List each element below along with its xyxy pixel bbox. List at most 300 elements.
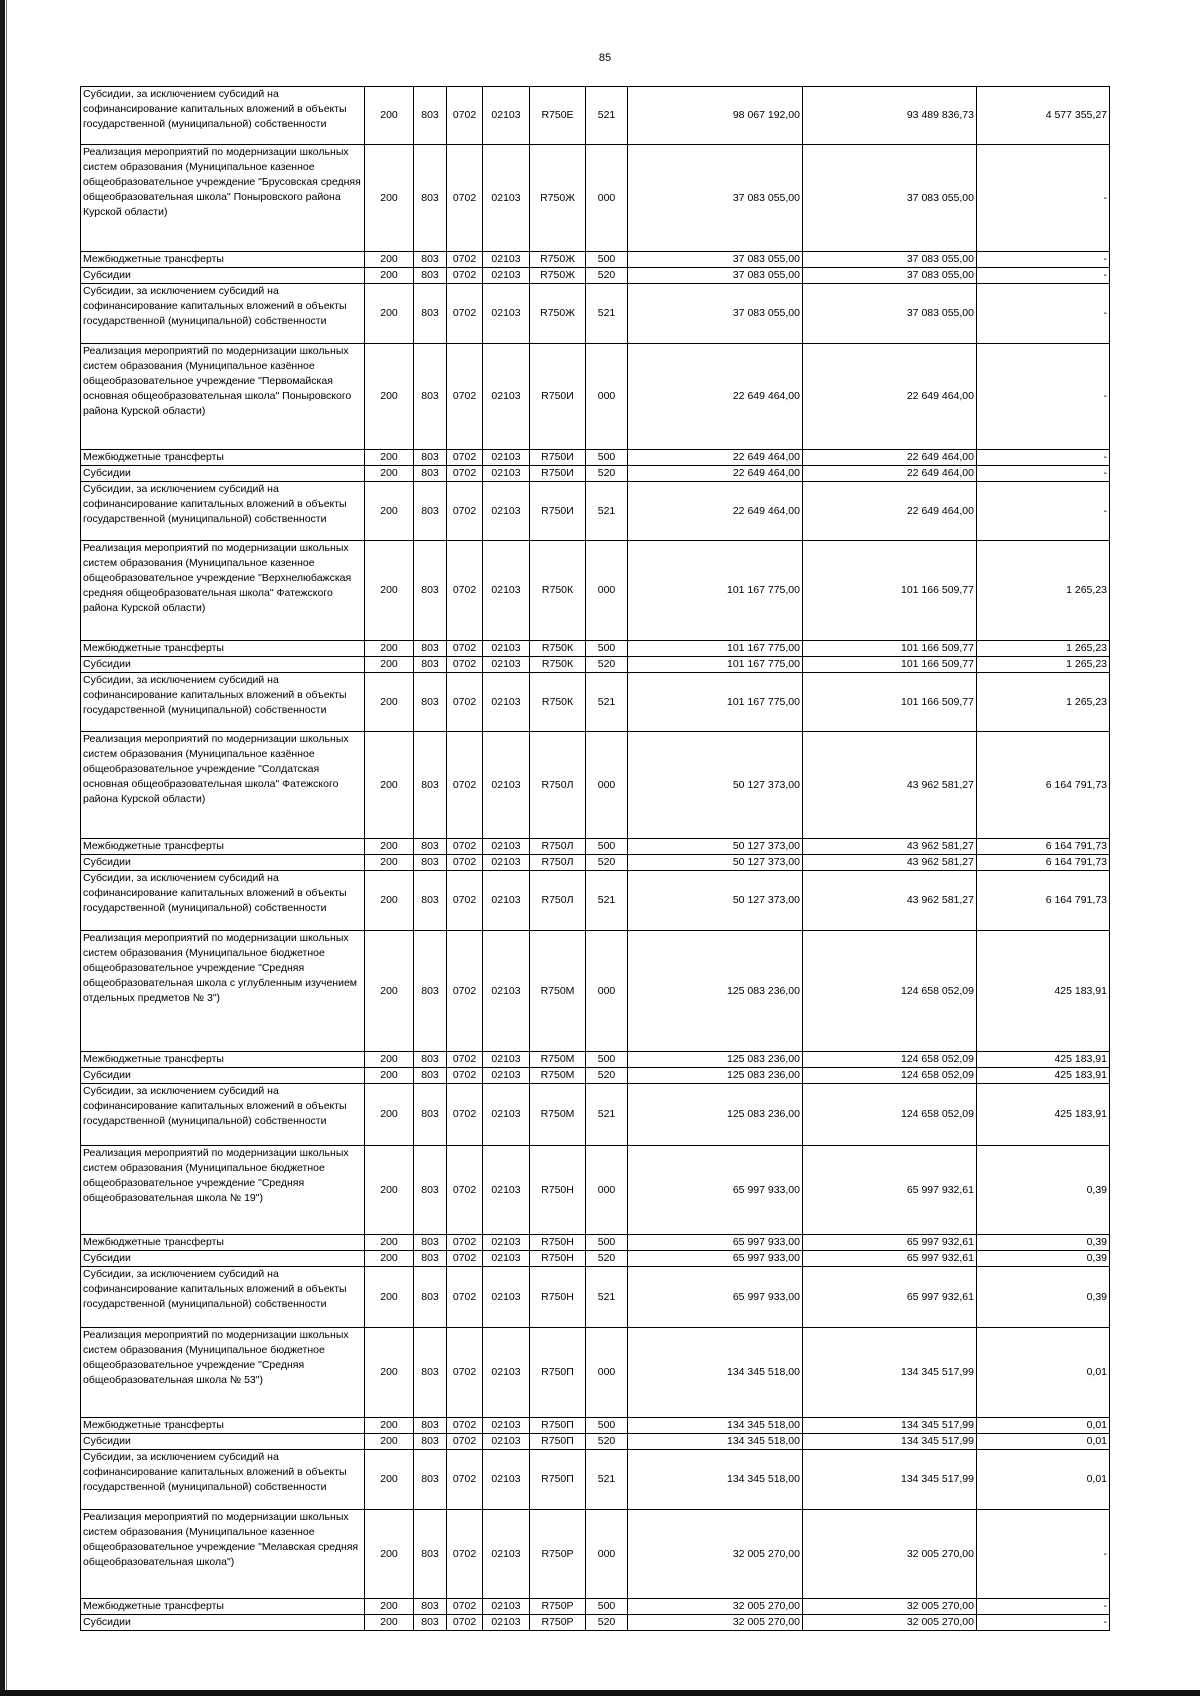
- admin-code-cell: 200: [365, 466, 414, 482]
- expense-type-code-cell: 500: [586, 839, 628, 855]
- executed-amount-cell: 37 083 055,00: [803, 252, 977, 268]
- row-name-cell: Межбюджетные трансферты: [81, 641, 365, 657]
- table-row: [81, 145, 1110, 252]
- expense-type-code-cell: 000: [586, 931, 628, 1052]
- executed-amount-cell: 65 997 932,61: [803, 1235, 977, 1251]
- admin-code-cell: 200: [365, 839, 414, 855]
- program-code-cell: 02103: [483, 1599, 530, 1615]
- program-code-cell: 02103: [483, 1615, 530, 1631]
- unexecuted-amount-cell: -: [977, 1510, 1110, 1599]
- section-code-cell: 803: [414, 1328, 447, 1418]
- approved-amount-cell: 50 127 373,00: [628, 855, 803, 871]
- subsection-code-cell: 0702: [447, 931, 483, 1052]
- section-code-cell: 803: [414, 482, 447, 541]
- row-name-cell: Межбюджетные трансферты: [81, 1599, 365, 1615]
- target-code-cell: R750Ж: [530, 145, 586, 252]
- admin-code-cell: 200: [365, 1615, 414, 1631]
- program-code-cell: 02103: [483, 1068, 530, 1084]
- section-code-cell: 803: [414, 1251, 447, 1267]
- approved-amount-cell: 134 345 518,00: [628, 1450, 803, 1510]
- admin-code-cell: 200: [365, 1450, 414, 1510]
- subsection-code-cell: 0702: [447, 1267, 483, 1328]
- approved-amount-cell: 37 083 055,00: [628, 252, 803, 268]
- unexecuted-amount-cell: 0,39: [977, 1235, 1110, 1251]
- budget-table-body: [81, 87, 1110, 1631]
- executed-amount-cell: 22 649 464,00: [803, 450, 977, 466]
- admin-code-cell: 200: [365, 344, 414, 450]
- row-name-cell: Реализация мероприятий по модернизации школьных систем образования (Муниципальное бюджетное общеобразовательное учреждение "Средняя общеобразовательная школа с углубленным изучением отдельных предметов № 3"): [81, 931, 365, 1052]
- executed-amount-cell: 101 166 509,77: [803, 673, 977, 732]
- unexecuted-amount-cell: -: [977, 466, 1110, 482]
- program-code-cell: 02103: [483, 450, 530, 466]
- table-row: [81, 1450, 1110, 1510]
- subsection-code-cell: 0702: [447, 1146, 483, 1235]
- target-code-cell: R750М: [530, 931, 586, 1052]
- row-name-cell: Субсидии: [81, 855, 365, 871]
- program-code-cell: 02103: [483, 482, 530, 541]
- row-name-cell: Реализация мероприятий по модернизации школьных систем образования (Муниципальное казенное общеобразовательное учреждение "Брусовская средняя общеобразовательная школа" Поныровского района Курской области): [81, 145, 365, 252]
- program-code-cell: 02103: [483, 1267, 530, 1328]
- unexecuted-amount-cell: -: [977, 145, 1110, 252]
- target-code-cell: R750П: [530, 1418, 586, 1434]
- subsection-code-cell: 0702: [447, 1434, 483, 1450]
- executed-amount-cell: 93 489 836,73: [803, 87, 977, 145]
- row-name-cell: Субсидии, за исключением субсидий на софинансирование капитальных вложений в объекты государственной (муниципальной) собственности: [81, 87, 365, 145]
- executed-amount-cell: 37 083 055,00: [803, 268, 977, 284]
- approved-amount-cell: 37 083 055,00: [628, 284, 803, 344]
- table-row: [81, 450, 1110, 466]
- unexecuted-amount-cell: -: [977, 450, 1110, 466]
- unexecuted-amount-cell: 425 183,91: [977, 1068, 1110, 1084]
- expense-type-code-cell: 000: [586, 1146, 628, 1235]
- approved-amount-cell: 125 083 236,00: [628, 1068, 803, 1084]
- program-code-cell: 02103: [483, 1510, 530, 1599]
- table-row: [81, 1510, 1110, 1599]
- table-row: [81, 1052, 1110, 1068]
- table-row: [81, 1068, 1110, 1084]
- approved-amount-cell: 101 167 775,00: [628, 641, 803, 657]
- target-code-cell: R750И: [530, 344, 586, 450]
- expense-type-code-cell: 520: [586, 855, 628, 871]
- target-code-cell: R750П: [530, 1450, 586, 1510]
- executed-amount-cell: 134 345 517,99: [803, 1450, 977, 1510]
- subsection-code-cell: 0702: [447, 732, 483, 839]
- program-code-cell: 02103: [483, 145, 530, 252]
- admin-code-cell: 200: [365, 1251, 414, 1267]
- program-code-cell: 02103: [483, 344, 530, 450]
- program-code-cell: 02103: [483, 466, 530, 482]
- section-code-cell: 803: [414, 1084, 447, 1146]
- executed-amount-cell: 124 658 052,09: [803, 931, 977, 1052]
- table-row: [81, 839, 1110, 855]
- subsection-code-cell: 0702: [447, 1510, 483, 1599]
- admin-code-cell: 200: [365, 1084, 414, 1146]
- section-code-cell: 803: [414, 541, 447, 641]
- approved-amount-cell: 101 167 775,00: [628, 657, 803, 673]
- subsection-code-cell: 0702: [447, 344, 483, 450]
- row-name-cell: Субсидии: [81, 657, 365, 673]
- table-row: [81, 1251, 1110, 1267]
- section-code-cell: 803: [414, 931, 447, 1052]
- unexecuted-amount-cell: 0,39: [977, 1146, 1110, 1235]
- admin-code-cell: 200: [365, 145, 414, 252]
- executed-amount-cell: 124 658 052,09: [803, 1068, 977, 1084]
- section-code-cell: 803: [414, 1599, 447, 1615]
- executed-amount-cell: 37 083 055,00: [803, 284, 977, 344]
- section-code-cell: 803: [414, 1235, 447, 1251]
- executed-amount-cell: 134 345 517,99: [803, 1328, 977, 1418]
- executed-amount-cell: 134 345 517,99: [803, 1418, 977, 1434]
- subsection-code-cell: 0702: [447, 268, 483, 284]
- admin-code-cell: 200: [365, 1599, 414, 1615]
- unexecuted-amount-cell: 0,01: [977, 1328, 1110, 1418]
- subsection-code-cell: 0702: [447, 1084, 483, 1146]
- target-code-cell: R750Л: [530, 732, 586, 839]
- unexecuted-amount-cell: 0,01: [977, 1450, 1110, 1510]
- admin-code-cell: 200: [365, 673, 414, 732]
- subsection-code-cell: 0702: [447, 1328, 483, 1418]
- section-code-cell: 803: [414, 1615, 447, 1631]
- expense-type-code-cell: 521: [586, 1450, 628, 1510]
- row-name-cell: Межбюджетные трансферты: [81, 450, 365, 466]
- admin-code-cell: 200: [365, 450, 414, 466]
- executed-amount-cell: 65 997 932,61: [803, 1251, 977, 1267]
- unexecuted-amount-cell: 0,39: [977, 1267, 1110, 1328]
- unexecuted-amount-cell: 0,01: [977, 1434, 1110, 1450]
- executed-amount-cell: 32 005 270,00: [803, 1510, 977, 1599]
- subsection-code-cell: 0702: [447, 1052, 483, 1068]
- section-code-cell: 803: [414, 1510, 447, 1599]
- expense-type-code-cell: 000: [586, 732, 628, 839]
- row-name-cell: Субсидии: [81, 466, 365, 482]
- row-name-cell: Субсидии: [81, 268, 365, 284]
- row-name-cell: Субсидии: [81, 1434, 365, 1450]
- unexecuted-amount-cell: 425 183,91: [977, 1052, 1110, 1068]
- unexecuted-amount-cell: -: [977, 268, 1110, 284]
- scan-left-edge: [0, 0, 5, 1696]
- executed-amount-cell: 65 997 932,61: [803, 1267, 977, 1328]
- executed-amount-cell: 43 962 581,27: [803, 839, 977, 855]
- executed-amount-cell: 43 962 581,27: [803, 732, 977, 839]
- section-code-cell: 803: [414, 252, 447, 268]
- section-code-cell: 803: [414, 344, 447, 450]
- approved-amount-cell: 32 005 270,00: [628, 1615, 803, 1631]
- expense-type-code-cell: 521: [586, 1084, 628, 1146]
- section-code-cell: 803: [414, 657, 447, 673]
- executed-amount-cell: 43 962 581,27: [803, 871, 977, 931]
- approved-amount-cell: 22 649 464,00: [628, 482, 803, 541]
- target-code-cell: R750Н: [530, 1235, 586, 1251]
- section-code-cell: 803: [414, 732, 447, 839]
- table-row: [81, 344, 1110, 450]
- section-code-cell: 803: [414, 1434, 447, 1450]
- table-row: [81, 268, 1110, 284]
- admin-code-cell: 200: [365, 931, 414, 1052]
- table-row: [81, 482, 1110, 541]
- approved-amount-cell: 50 127 373,00: [628, 871, 803, 931]
- unexecuted-amount-cell: -: [977, 482, 1110, 541]
- expense-type-code-cell: 520: [586, 1251, 628, 1267]
- expense-type-code-cell: 500: [586, 1052, 628, 1068]
- admin-code-cell: 200: [365, 1328, 414, 1418]
- expense-type-code-cell: 521: [586, 871, 628, 931]
- executed-amount-cell: 124 658 052,09: [803, 1084, 977, 1146]
- subsection-code-cell: 0702: [447, 87, 483, 145]
- program-code-cell: 02103: [483, 1418, 530, 1434]
- row-name-cell: Субсидии, за исключением субсидий на софинансирование капитальных вложений в объекты государственной (муниципальной) собственности: [81, 871, 365, 931]
- table-row: [81, 1418, 1110, 1434]
- expense-type-code-cell: 521: [586, 673, 628, 732]
- target-code-cell: R750П: [530, 1328, 586, 1418]
- section-code-cell: 803: [414, 145, 447, 252]
- table-row: [81, 284, 1110, 344]
- section-code-cell: 803: [414, 839, 447, 855]
- executed-amount-cell: 22 649 464,00: [803, 344, 977, 450]
- admin-code-cell: 200: [365, 1146, 414, 1235]
- row-name-cell: Субсидии: [81, 1068, 365, 1084]
- program-code-cell: 02103: [483, 1450, 530, 1510]
- unexecuted-amount-cell: 1 265,23: [977, 657, 1110, 673]
- approved-amount-cell: 134 345 518,00: [628, 1418, 803, 1434]
- unexecuted-amount-cell: 1 265,23: [977, 541, 1110, 641]
- row-name-cell: Межбюджетные трансферты: [81, 1235, 365, 1251]
- unexecuted-amount-cell: 6 164 791,73: [977, 855, 1110, 871]
- scan-left-edge-line: [6, 0, 7, 1696]
- unexecuted-amount-cell: -: [977, 344, 1110, 450]
- row-name-cell: Субсидии: [81, 1615, 365, 1631]
- scan-bottom-edge: [0, 1690, 1200, 1696]
- executed-amount-cell: 37 083 055,00: [803, 145, 977, 252]
- target-code-cell: R750М: [530, 1052, 586, 1068]
- expense-type-code-cell: 520: [586, 268, 628, 284]
- row-name-cell: Субсидии, за исключением субсидий на софинансирование капитальных вложений в объекты государственной (муниципальной) собственности: [81, 482, 365, 541]
- expense-type-code-cell: 500: [586, 1599, 628, 1615]
- approved-amount-cell: 37 083 055,00: [628, 268, 803, 284]
- page-number: 85: [598, 52, 612, 64]
- admin-code-cell: 200: [365, 284, 414, 344]
- expense-type-code-cell: 500: [586, 450, 628, 466]
- approved-amount-cell: 101 167 775,00: [628, 673, 803, 732]
- table-row: [81, 673, 1110, 732]
- program-code-cell: 02103: [483, 732, 530, 839]
- admin-code-cell: 200: [365, 87, 414, 145]
- approved-amount-cell: 65 997 933,00: [628, 1251, 803, 1267]
- row-name-cell: Субсидии, за исключением субсидий на софинансирование капитальных вложений в объекты государственной (муниципальной) собственности: [81, 284, 365, 344]
- unexecuted-amount-cell: 6 164 791,73: [977, 732, 1110, 839]
- row-name-cell: Межбюджетные трансферты: [81, 839, 365, 855]
- subsection-code-cell: 0702: [447, 1235, 483, 1251]
- approved-amount-cell: 65 997 933,00: [628, 1267, 803, 1328]
- executed-amount-cell: 134 345 517,99: [803, 1434, 977, 1450]
- subsection-code-cell: 0702: [447, 657, 483, 673]
- unexecuted-amount-cell: 425 183,91: [977, 931, 1110, 1052]
- program-code-cell: 02103: [483, 252, 530, 268]
- table-row: [81, 1328, 1110, 1418]
- unexecuted-amount-cell: -: [977, 252, 1110, 268]
- executed-amount-cell: 101 166 509,77: [803, 657, 977, 673]
- unexecuted-amount-cell: 1 265,23: [977, 641, 1110, 657]
- program-code-cell: 02103: [483, 541, 530, 641]
- executed-amount-cell: 101 166 509,77: [803, 641, 977, 657]
- approved-amount-cell: 50 127 373,00: [628, 732, 803, 839]
- section-code-cell: 803: [414, 871, 447, 931]
- approved-amount-cell: 65 997 933,00: [628, 1235, 803, 1251]
- approved-amount-cell: 32 005 270,00: [628, 1510, 803, 1599]
- admin-code-cell: 200: [365, 1267, 414, 1328]
- admin-code-cell: 200: [365, 482, 414, 541]
- table-row: [81, 641, 1110, 657]
- approved-amount-cell: 32 005 270,00: [628, 1599, 803, 1615]
- row-name-cell: Реализация мероприятий по модернизации школьных систем образования (Муниципальное казённое общеобразовательное учреждение "Первомайская основная общеобразовательная школа" Поныровского района Курской области): [81, 344, 365, 450]
- target-code-cell: R750И: [530, 450, 586, 466]
- expense-type-code-cell: 520: [586, 466, 628, 482]
- budget-table: [80, 86, 1110, 1631]
- table-row: [81, 871, 1110, 931]
- program-code-cell: 02103: [483, 1084, 530, 1146]
- row-name-cell: Межбюджетные трансферты: [81, 1052, 365, 1068]
- approved-amount-cell: 134 345 518,00: [628, 1434, 803, 1450]
- row-name-cell: Реализация мероприятий по модернизации школьных систем образования (Муниципальное казённое общеобразовательное учреждение "Солдатская основная общеобразовательная школа" Фатежского района Курской области): [81, 732, 365, 839]
- section-code-cell: 803: [414, 641, 447, 657]
- approved-amount-cell: 22 649 464,00: [628, 450, 803, 466]
- target-code-cell: R750М: [530, 1068, 586, 1084]
- program-code-cell: 02103: [483, 931, 530, 1052]
- target-code-cell: R750Н: [530, 1267, 586, 1328]
- admin-code-cell: 200: [365, 657, 414, 673]
- table-row: [81, 252, 1110, 268]
- table-row: [81, 466, 1110, 482]
- subsection-code-cell: 0702: [447, 1599, 483, 1615]
- row-name-cell: Субсидии: [81, 1251, 365, 1267]
- expense-type-code-cell: 520: [586, 1068, 628, 1084]
- expense-type-code-cell: 521: [586, 482, 628, 541]
- section-code-cell: 803: [414, 1418, 447, 1434]
- admin-code-cell: 200: [365, 1510, 414, 1599]
- table-row: [81, 541, 1110, 641]
- admin-code-cell: 200: [365, 732, 414, 839]
- admin-code-cell: 200: [365, 1235, 414, 1251]
- subsection-code-cell: 0702: [447, 284, 483, 344]
- unexecuted-amount-cell: 1 265,23: [977, 673, 1110, 732]
- expense-type-code-cell: 520: [586, 657, 628, 673]
- target-code-cell: R750К: [530, 641, 586, 657]
- admin-code-cell: 200: [365, 1068, 414, 1084]
- unexecuted-amount-cell: -: [977, 1599, 1110, 1615]
- admin-code-cell: 200: [365, 871, 414, 931]
- program-code-cell: 02103: [483, 1434, 530, 1450]
- admin-code-cell: 200: [365, 1052, 414, 1068]
- program-code-cell: 02103: [483, 839, 530, 855]
- approved-amount-cell: 37 083 055,00: [628, 145, 803, 252]
- approved-amount-cell: 65 997 933,00: [628, 1146, 803, 1235]
- row-name-cell: Субсидии, за исключением субсидий на софинансирование капитальных вложений в объекты государственной (муниципальной) собственности: [81, 1267, 365, 1328]
- subsection-code-cell: 0702: [447, 482, 483, 541]
- expense-type-code-cell: 520: [586, 1615, 628, 1631]
- approved-amount-cell: 134 345 518,00: [628, 1328, 803, 1418]
- target-code-cell: R750Р: [530, 1615, 586, 1631]
- table-row: [81, 1434, 1110, 1450]
- subsection-code-cell: 0702: [447, 673, 483, 732]
- expense-type-code-cell: 000: [586, 541, 628, 641]
- unexecuted-amount-cell: 4 577 355,27: [977, 87, 1110, 145]
- unexecuted-amount-cell: -: [977, 284, 1110, 344]
- executed-amount-cell: 101 166 509,77: [803, 541, 977, 641]
- row-name-cell: Реализация мероприятий по модернизации школьных систем образования (Муниципальное казенное общеобразовательное учреждение "Мелавская средняя общеобразовательная школа"): [81, 1510, 365, 1599]
- approved-amount-cell: 22 649 464,00: [628, 344, 803, 450]
- table-row: [81, 87, 1110, 145]
- row-name-cell: Межбюджетные трансферты: [81, 252, 365, 268]
- row-name-cell: Субсидии, за исключением субсидий на софинансирование капитальных вложений в объекты государственной (муниципальной) собственности: [81, 1450, 365, 1510]
- program-code-cell: 02103: [483, 871, 530, 931]
- section-code-cell: 803: [414, 673, 447, 732]
- subsection-code-cell: 0702: [447, 1068, 483, 1084]
- expense-type-code-cell: 500: [586, 252, 628, 268]
- expense-type-code-cell: 000: [586, 1328, 628, 1418]
- target-code-cell: R750Н: [530, 1251, 586, 1267]
- target-code-cell: R750Ж: [530, 252, 586, 268]
- program-code-cell: 02103: [483, 855, 530, 871]
- unexecuted-amount-cell: 0,39: [977, 1251, 1110, 1267]
- section-code-cell: 803: [414, 268, 447, 284]
- program-code-cell: 02103: [483, 87, 530, 145]
- subsection-code-cell: 0702: [447, 1418, 483, 1434]
- target-code-cell: R750М: [530, 1084, 586, 1146]
- unexecuted-amount-cell: 6 164 791,73: [977, 839, 1110, 855]
- row-name-cell: Реализация мероприятий по модернизации школьных систем образования (Муниципальное казенное общеобразовательное учреждение "Верхнелюбажская средняя общеобразовательная школа" Фатежского района Курской области): [81, 541, 365, 641]
- target-code-cell: R750К: [530, 541, 586, 641]
- target-code-cell: R750К: [530, 673, 586, 732]
- row-name-cell: Реализация мероприятий по модернизации школьных систем образования (Муниципальное бюджетное общеобразовательное учреждение "Средняя общеобразовательная школа № 53"): [81, 1328, 365, 1418]
- program-code-cell: 02103: [483, 641, 530, 657]
- section-code-cell: 803: [414, 1052, 447, 1068]
- target-code-cell: R750П: [530, 1434, 586, 1450]
- subsection-code-cell: 0702: [447, 1450, 483, 1510]
- target-code-cell: R750E: [530, 87, 586, 145]
- row-name-cell: Межбюджетные трансферты: [81, 1418, 365, 1434]
- table-row: [81, 1146, 1110, 1235]
- approved-amount-cell: 22 649 464,00: [628, 466, 803, 482]
- executed-amount-cell: 22 649 464,00: [803, 482, 977, 541]
- section-code-cell: 803: [414, 284, 447, 344]
- table-row: [81, 1599, 1110, 1615]
- program-code-cell: 02103: [483, 1052, 530, 1068]
- subsection-code-cell: 0702: [447, 541, 483, 641]
- section-code-cell: 803: [414, 450, 447, 466]
- target-code-cell: R750Р: [530, 1599, 586, 1615]
- executed-amount-cell: 43 962 581,27: [803, 855, 977, 871]
- target-code-cell: R750Ж: [530, 268, 586, 284]
- unexecuted-amount-cell: -: [977, 1615, 1110, 1631]
- expense-type-code-cell: 000: [586, 1510, 628, 1599]
- expense-type-code-cell: 521: [586, 87, 628, 145]
- subsection-code-cell: 0702: [447, 466, 483, 482]
- approved-amount-cell: 125 083 236,00: [628, 1084, 803, 1146]
- admin-code-cell: 200: [365, 1418, 414, 1434]
- expense-type-code-cell: 500: [586, 1235, 628, 1251]
- table-row: [81, 1615, 1110, 1631]
- admin-code-cell: 200: [365, 1434, 414, 1450]
- executed-amount-cell: 32 005 270,00: [803, 1615, 977, 1631]
- approved-amount-cell: 98 067 192,00: [628, 87, 803, 145]
- unexecuted-amount-cell: 0,01: [977, 1418, 1110, 1434]
- expense-type-code-cell: 520: [586, 1434, 628, 1450]
- executed-amount-cell: 32 005 270,00: [803, 1599, 977, 1615]
- subsection-code-cell: 0702: [447, 871, 483, 931]
- target-code-cell: R750К: [530, 657, 586, 673]
- table-row: [81, 1267, 1110, 1328]
- section-code-cell: 803: [414, 87, 447, 145]
- section-code-cell: 803: [414, 855, 447, 871]
